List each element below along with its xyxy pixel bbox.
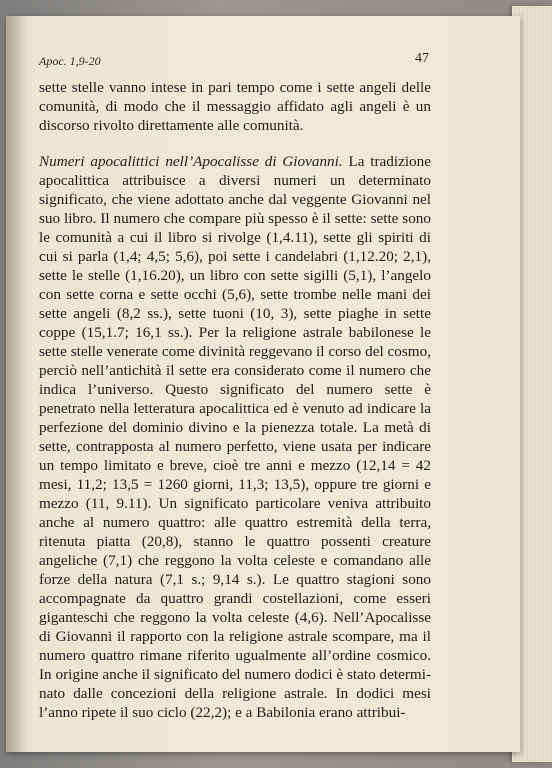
- gutter-shadow: [6, 16, 28, 752]
- running-head: [39, 52, 429, 70]
- paragraph-gap: [39, 135, 431, 152]
- running-title: Apoc. 1,9-20: [39, 54, 101, 68]
- body-text: [39, 78, 431, 722]
- paragraph-text: La tradizione apocalittica attribuisce a diversi numeri un determinato significato, che viene adottato anche dal veggente Giovanni nel suo libro. Il numero che compare più spesso è il sette: sette sono le comunità a cui il libro si rivolge (1,4.11), sette gli spiriti di cui si parla (1,4; 4,5; 5,6), poi sette i candelabri (1,12.20; 2,1), sette le stelle (1,16.20), un libro con sette sigilli (5,1), l’angelo con sette corna e sette occhi (5,6), sette trombe nelle mani dei sette angeli (8,2 ss.), sette tuoni (10, 3), sette piaghe in sette coppe (15,1.7; 16,1 ss.). Per la religione astrale babilonese le sette stelle venerate come divinità reggevano il corso del cosmo, perciò nell’antichità il sette era considerato come il numero che indica l’universo. Questo significato del numero sette è penetrato nella letteratura apocalittica ed è venuto ad indicare la perfezione del dominio divino e la pienezza totale. La metà di sette, contrapposta al numero perfetto, viene usata per indicare un tempo limitato e breve, cioè tre anni e mezzo (12,14 = 42 mesi, 11,2; 13,5 = 1260 giorni, 11,3; 13,5), oppure tre giorni e mezzo (11, 9.11). Un significato particolare veniva attribuito anche al numero quattro: alle quattro estremità della terra, ritenuta piatta (20,8), stanno le quattro possenti creature angeliche (7,1) che reggono la volta celeste e comandano alle forze della natura (7,1 s.; 9,14 s.). Le quattro stagioni sono accompagnate da quattro grandi costellazioni, come esseri giganteschi che reggono la volta celeste (4,6). Nell’Apocalisse di Giovanni il rapporto con la religione astrale scompare, ma il numero quattro rimane riferito ugualmente all’ordine cosmico. In origine anche il significato del numero dodici è stato determinato dalle concezioni della religione astrale. In dodici mesi l’anno ripete il suo ciclo (22,2); e a Babilonia erano attribui-: [39, 153, 431, 721]
- paragraph-continuation: [39, 78, 431, 135]
- paragraph-numeri-apocalittici: [39, 152, 431, 722]
- page-number: 47: [415, 51, 429, 66]
- paragraph-text: sette stelle vanno intese in pari tempo come i sette angeli delle comunità, di modo che il messaggio affidato agli angeli è un discorso rivolto direttamente alle comunità.: [39, 79, 431, 134]
- section-heading: Numeri apocalittici nell’Apocalisse di Giovanni.: [39, 153, 343, 170]
